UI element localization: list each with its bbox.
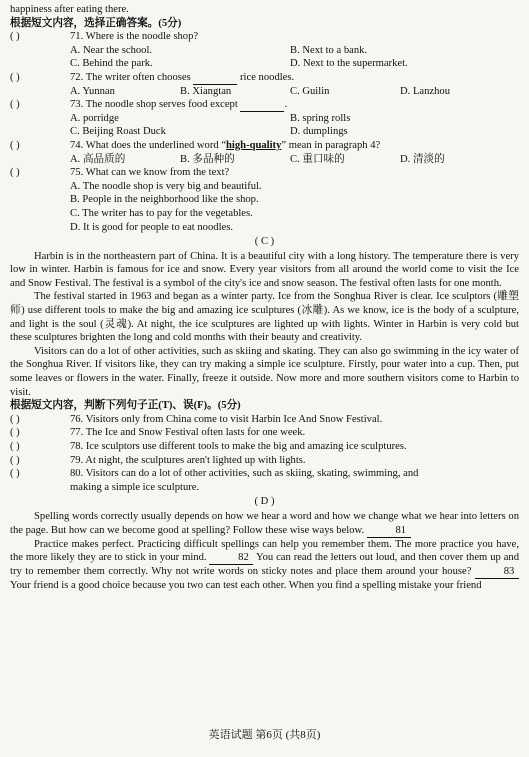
option-73-a: A. porridge bbox=[70, 112, 119, 124]
question-80 bbox=[10, 467, 519, 481]
question-76 bbox=[10, 413, 519, 427]
answer-blank-79[interactable]: ( ) bbox=[10, 454, 20, 466]
answer-blank-77[interactable]: ( ) bbox=[10, 427, 20, 439]
option-75-c: C. The writer has to pay for the vegetables. bbox=[70, 207, 253, 219]
option-71-a: A. Near the school. bbox=[70, 44, 153, 56]
question-74-options bbox=[10, 153, 519, 167]
question-73-options-cd bbox=[10, 125, 519, 139]
option-71-d: D. Next to the supermarket. bbox=[290, 58, 408, 70]
question-80-continuation: making a simple ice sculpture. bbox=[70, 481, 200, 493]
question-73-text-a: 73. The noodle shop serves food except bbox=[70, 99, 238, 111]
answer-blank-80[interactable]: ( ) bbox=[10, 468, 20, 480]
question-73-text-b: . bbox=[284, 99, 288, 111]
question-74-text-b: ” mean in paragraph 4? bbox=[281, 139, 381, 151]
question-71 bbox=[10, 30, 519, 44]
question-75 bbox=[10, 166, 519, 180]
question-73 bbox=[10, 98, 519, 112]
fill-blank-72[interactable] bbox=[193, 71, 237, 85]
instruction-true-false: 根据短文内容，判断下列句子正(T)、误(F)。(5分) bbox=[10, 400, 241, 412]
question-77 bbox=[10, 426, 519, 440]
question-78 bbox=[10, 440, 519, 454]
question-72 bbox=[10, 71, 519, 85]
question-74-text-a: 74. What does the underlined word “ bbox=[70, 139, 227, 151]
option-71-c: C. Behind the park. bbox=[70, 58, 153, 70]
section-c-heading: ( C ) bbox=[254, 236, 275, 248]
question-79-text: 79. At night, the sculptures aren't lighted up with lights. bbox=[70, 454, 306, 466]
option-72-a: A. Yunnan bbox=[70, 85, 115, 97]
option-72-c: C. Guilin bbox=[290, 85, 330, 97]
passage-d-text-4: Your friend is a good choice because you two can test each other. When you find a spelling mistake your friend bbox=[10, 580, 482, 592]
option-75-a: A. The noodle shop is very big and beautiful. bbox=[70, 180, 262, 192]
answer-blank-73[interactable]: ( ) bbox=[10, 99, 20, 111]
answer-blank-72[interactable]: ( ) bbox=[10, 71, 20, 83]
answer-blank-76[interactable]: ( ) bbox=[10, 413, 20, 425]
passage-d-paragraph-2 bbox=[10, 538, 519, 593]
option-74-c: C. 重口味的 bbox=[290, 153, 345, 165]
option-73-d: D. dumplings bbox=[290, 126, 348, 138]
option-72-b: B. Xiangtan bbox=[180, 85, 232, 97]
question-75-text: 75. What can we know from the text? bbox=[70, 167, 230, 179]
question-74 bbox=[10, 139, 519, 153]
option-74-d: D. 清淡的 bbox=[400, 153, 445, 165]
question-71-options-ab bbox=[10, 44, 519, 58]
page-footer: 英语试题 第6页 (共8页) bbox=[208, 729, 321, 742]
fill-blank-73[interactable] bbox=[240, 98, 284, 112]
passage-c-paragraph-1: Harbin is in the northeastern part of China. It is a beautiful city with a long history. The temperature there is very low in winter. Harbin is famous for ice and snow. Every year visitors from all around the world come to visit the Ice and Snow Festival. The festival is a symbol of the city's ice and snow season. The festival often lasts for one month. bbox=[10, 250, 519, 289]
section-d-heading: ( D ) bbox=[254, 496, 275, 508]
option-71-b: B. Next to a bank. bbox=[290, 44, 368, 56]
answer-blank-75[interactable]: ( ) bbox=[10, 167, 20, 179]
option-75-b: B. People in the neighborhood like the shop. bbox=[70, 194, 259, 206]
passage-d-text-3: You can read the letters out loud, and then cover them up and try to remember them correctly. Why not write words on sticky notes and place them around your house? bbox=[10, 552, 519, 578]
option-73-c: C. Beijing Roast Duck bbox=[70, 126, 166, 138]
passage-d-text-2: Practice makes perfect. Practicing difficult spellings can help you remember them. The more practice you have, the more likely they are to stick in your mind. bbox=[10, 538, 519, 564]
passage-d-text-1: Spelling words correctly usually depends on how we hear a word and how we change what we hear into letters on the page. But how can we become good at spelling? Follow these wise ways below. bbox=[10, 510, 519, 536]
passage-d-paragraph-1 bbox=[10, 510, 519, 538]
option-72-d: D. Lanzhou bbox=[400, 85, 451, 97]
answer-blank-74[interactable]: ( ) bbox=[10, 139, 20, 151]
question-73-options-ab bbox=[10, 112, 519, 126]
option-74-a: A. 高品质的 bbox=[70, 153, 126, 165]
answer-blank-71[interactable]: ( ) bbox=[10, 31, 20, 43]
underlined-word: high-quality bbox=[226, 139, 282, 151]
option-75-d: D. It is good for people to eat noodles. bbox=[70, 221, 233, 233]
answer-blank-78[interactable]: ( ) bbox=[10, 441, 20, 452]
instruction-choose: 根据短文内容，选择正确答案。(5分) bbox=[10, 17, 182, 29]
option-73-b: B. spring rolls bbox=[290, 112, 351, 124]
question-71-options-cd bbox=[10, 57, 519, 71]
question-77-text: 77. The Ice and Snow Festival often lasts for one week. bbox=[70, 427, 306, 439]
question-72-options bbox=[10, 85, 519, 99]
question-80-text: 80. Visitors can do a lot of other activities, such as skiing, skating, swimming, and bbox=[70, 468, 419, 480]
option-74-b: B. 多品种的 bbox=[180, 153, 235, 165]
question-76-text: 76. Visitors only from China come to visit Harbin Ice And Snow Festival. bbox=[70, 413, 383, 425]
question-72-text-a: 72. The writer often chooses bbox=[70, 71, 191, 83]
fill-blank-82[interactable]: 82 bbox=[209, 552, 253, 565]
fill-blank-83[interactable]: 83 bbox=[475, 566, 519, 579]
question-71-text: 71. Where is the noodle shop? bbox=[70, 31, 199, 43]
passage-end-line: happiness after eating there. bbox=[10, 4, 129, 15]
fill-blank-81[interactable]: 81 bbox=[367, 525, 411, 538]
passage-c-paragraph-3: Visitors can do a lot of other activities, such as skiing and skating. They can also go swimming in the icy water of the Songhua River. If visitors like, they can try making a simple ice sculpture. Firstly, pour water into a cup. Then, put some leaves or flowers in the water. Finally, freeze it outside. Now more and more southern visitors come to Harbin to visit. bbox=[10, 345, 519, 398]
question-72-text-b: rice noodles. bbox=[240, 71, 295, 83]
passage-c-paragraph-2: The festival started in 1963 and began as a winter party. Ice from the Songhua River is clear. Ice sculptors (雕塑师) use different tools to make the big and amazing ice sculptures (冰雕). As we know, ice is the body of a sculpture, and light is the soul (灵魂). At night, the ice sculptures are lighted up with lights. Winter in Harbin is very cold but these sculptures brighten the long and cold months with their beauty and creativity. bbox=[10, 291, 519, 344]
question-78-text: 78. Ice sculptors use different tools to make the big and amazing ice sculptures. bbox=[70, 441, 407, 452]
question-79 bbox=[10, 454, 519, 468]
